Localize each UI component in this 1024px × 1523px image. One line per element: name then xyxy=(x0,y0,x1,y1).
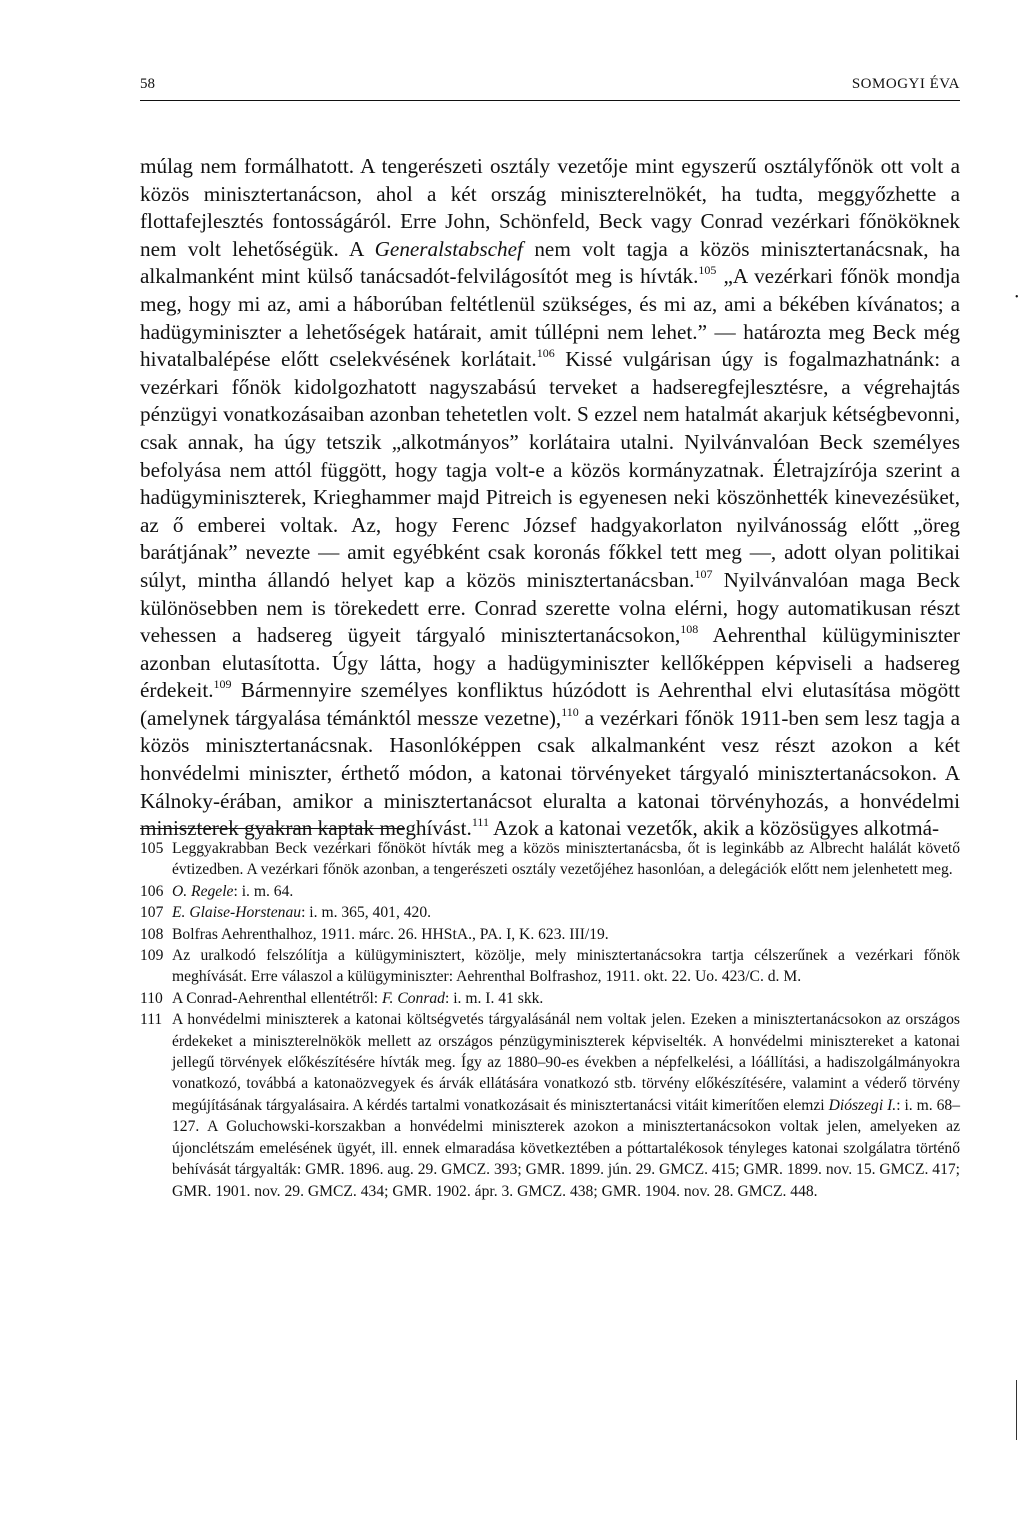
text-run: Bolfras Aehrenthalhoz, 1911. márc. 26. HHStA., PA. I, K. 623. III/19. xyxy=(172,925,609,943)
running-head-author: SOMOGYI ÉVA xyxy=(851,76,960,92)
footnote-ref: 109 xyxy=(213,677,232,692)
text-run: „A vezérkari főnök mondja meg, hogy mi az, ami a háborúban feltétlenül szükséges, és mi az, ami a békében kívánatos; a hadügyminiszter a lehetőségek határait, amit túllépni nem lehet.” — határozta meg Beck még hivatalbalépése előtt cselekvésének korlátait. xyxy=(140,264,960,372)
italic-text: F. Conrad xyxy=(382,989,445,1007)
footnote-ref: 111 xyxy=(471,815,489,830)
footnotes xyxy=(140,838,960,1202)
margin-line xyxy=(1016,1380,1017,1440)
footnote-text xyxy=(172,840,960,878)
footnote-text xyxy=(172,990,543,1007)
footnote-number: 105 xyxy=(140,840,164,857)
text-run: Aehrenthal külügyminiszter azonban elutasította. Úgy látta, hogy a hadügyminiszter kellőképpen képviseli a hadsereg érdekeit. xyxy=(140,623,960,703)
footnote xyxy=(140,945,960,988)
footnote-ref: 105 xyxy=(698,263,717,278)
italic-text: E. Glaise-Horstenau xyxy=(172,904,302,922)
page-number: 58 xyxy=(140,76,155,92)
text-run: : i. m. 64. xyxy=(233,882,294,900)
body-text xyxy=(140,153,960,843)
italic-text: O. Regele xyxy=(172,882,234,900)
footnote-number: 109 xyxy=(140,947,164,965)
text-run: : i. m. 365, 401, 420. xyxy=(301,904,432,922)
footnote-number: 110 xyxy=(140,989,163,1007)
footnote xyxy=(140,838,960,881)
footnote-number: 108 xyxy=(140,925,164,943)
text-run: Bármennyire személyes konfliktus húzódott is Aehrenthal elvi elutasítása mögött (amelynek tárgyalása témánktól messze vezetne), xyxy=(140,678,960,730)
footnote xyxy=(140,988,960,1009)
footnote-number: 107 xyxy=(140,904,164,922)
footnote xyxy=(140,881,960,902)
header-rule xyxy=(140,100,960,101)
footnote-text xyxy=(172,926,609,943)
footnote-number: 106 xyxy=(140,882,164,900)
footnote-text xyxy=(172,1011,960,1199)
footnote xyxy=(140,902,960,923)
text-run: A honvédelmi miniszterek a katonai költségvetés tárgyalásánál nem voltak jelen. Ezeken a minisztertanácsokon az országos érdekeket a miniszterelnökök mellett az országos pénzügyminiszterek képviselték. A honvédelmi minisztereket a katonai jellegű törvények előkészítésére hívták meg. Így az 1880–90-es években a népfelkelési, a lóállítási, a hadiszolgálmányokra vonatkozó, továbbá a katonaözvegyek és árvák ellátására vonatkozó stb. törvény előkészítésére, valamint a véderő törvény megújításának tárgyalásaira. A kérdés tartalmi vonatkozásait és minisztertanácsi vitáit kimerítően elemzi xyxy=(172,1011,960,1114)
footnote-number: 111 xyxy=(140,1011,163,1029)
footnote-ref: 106 xyxy=(536,346,555,361)
italic-text: Generalstabschef xyxy=(374,236,523,261)
text-run: Kissé vulgárisan úgy is fogalmazhatnánk: a vezérkari főnök kidolgozhatott nagyszabású terveket a hadseregfejlesztésre, a végrehajtás pénzügyi vonatkozásaiban azonban tehetetlen volt. S ezzel nem hatalmát akarjuk kétségbevonni, csak annak, ha úgy tetszik „alkotmányos” korlátaira utalni. Nyilvánvalóan Beck személyes befolyása nem attól függött, hogy tagja volt-e a közös kormányzatnak. Életrajzírója szerint a hadügyminiszterek, Krieghammer majd Pitreich is egyenesen neki köszönhették kinevezésüket, az ő emberei voltak. Az, hogy Ferenc József hadgyakorlaton nyilvánosság előtt „öreg barátjának” nevezte — amit egyébként csak koronás főkkel tett meg —, adott olyan politikai súlyt, mintha állandó helyet kap a közös minisztertanácsban. xyxy=(140,347,960,592)
text-run: A Conrad-Aehrenthal ellentétről: xyxy=(172,989,383,1007)
footnote-separator xyxy=(140,828,405,829)
text-run: : i. m. 68–127. A Goluchowski-korszakban a honvédelmi miniszterek azokon a minisztertanácsokon voltak jelen, amelyeken az újonclétszám emelésének ügyét, ill. ennek elmaradása következtében a póttartalékosok tényleges katonai szolgálatra történő behívását tárgyalták: GMR. 1896. aug. 29. GMCZ. 393; GMR. 1899. jún. 29. GMCZ. 415; GMR. 1899. nov. 15. GMCZ. 417; GMR. 1901. nov. 29. GMCZ. 434; GMR. 1902. ápr. 3. GMCZ. 438; GMR. 1904. nov. 28. GMCZ. 448. xyxy=(172,1096,960,1200)
text-run: a vezérkari főnök 1911-ben sem lesz tagja a közös minisztertanácsnak. Hasonlóképpen csak alkalmanként vesz részt azokon a két honvédelmi miniszter, érthető módon, a katonai törvényeket tárgyaló minisztertanácsokon. A Kálnoky-érában, amikor a minisztertanácsot eluralta a katonai törvényhozás, a honvédelmi miniszterek gyakran kaptak meghívást. xyxy=(140,705,960,841)
text-run: Leggyakrabban Beck vezérkari főnököt hívták meg a közös minisztertanácsba, őt is leginkább az Albrecht halálát követő évtizedben. A vezérkari főnök azonban, a tengerészeti osztály vezetőjéhez hasonlóan, a delegációk előtt nem jelenhetett meg. xyxy=(172,840,960,879)
body-paragraph xyxy=(140,153,960,843)
footnote-ref: 107 xyxy=(694,566,713,581)
footnote-text xyxy=(172,883,293,900)
footnote xyxy=(140,924,960,945)
margin-mark: • xyxy=(1015,292,1019,303)
text-run: múlag nem formálhatott. A tengerészeti osztály vezetője mint egyszerű osztályfőnök ott volt a közös minisztertanácson, ahol a két ország miniszterelnökét, ha tudta, meggyőzhette a flottafejlesztés fontosságáról. Erre John, Schönfeld, Beck vagy Conrad vezérkari főnököknek nem volt lehetőségük. A xyxy=(140,154,960,261)
text-run: Azok a katonai vezetők, akik a közösügyes alkotmá- xyxy=(488,816,940,841)
text-run: Az uralkodó felszólítja a külügyminisztert, közölje, mely minisztertanácsokra tartja célszerűnek a vezérkari főnök meghívását. Erre válaszol a külügyminiszter: Aehrenthal Bolfrashoz, 1911. okt. 22. Uo. 423/C. d. M. xyxy=(172,947,960,986)
footnote-text xyxy=(172,947,960,985)
footnote-ref: 110 xyxy=(561,704,579,719)
text-run: Nyilvánvalóan maga Beck különösebben nem is törekedett erre. Conrad szerette volna elérni, hogy automatikusan részt vehessen a hadsereg ügyeit tárgyaló minisztertanácsokon, xyxy=(140,567,960,648)
footnote-text xyxy=(172,904,431,921)
text-run: : i. m. I. 41 skk. xyxy=(444,989,544,1007)
text-run: nem volt tagja a közös minisztertanácsnak, ha alkalmanként mint külső tanácsadót-felvilágosítót meg is hívták. xyxy=(140,236,960,289)
italic-text: Diószegi I. xyxy=(828,1096,897,1114)
footnote xyxy=(140,1009,960,1202)
running-head xyxy=(140,76,960,98)
footnote-ref: 108 xyxy=(680,622,699,637)
